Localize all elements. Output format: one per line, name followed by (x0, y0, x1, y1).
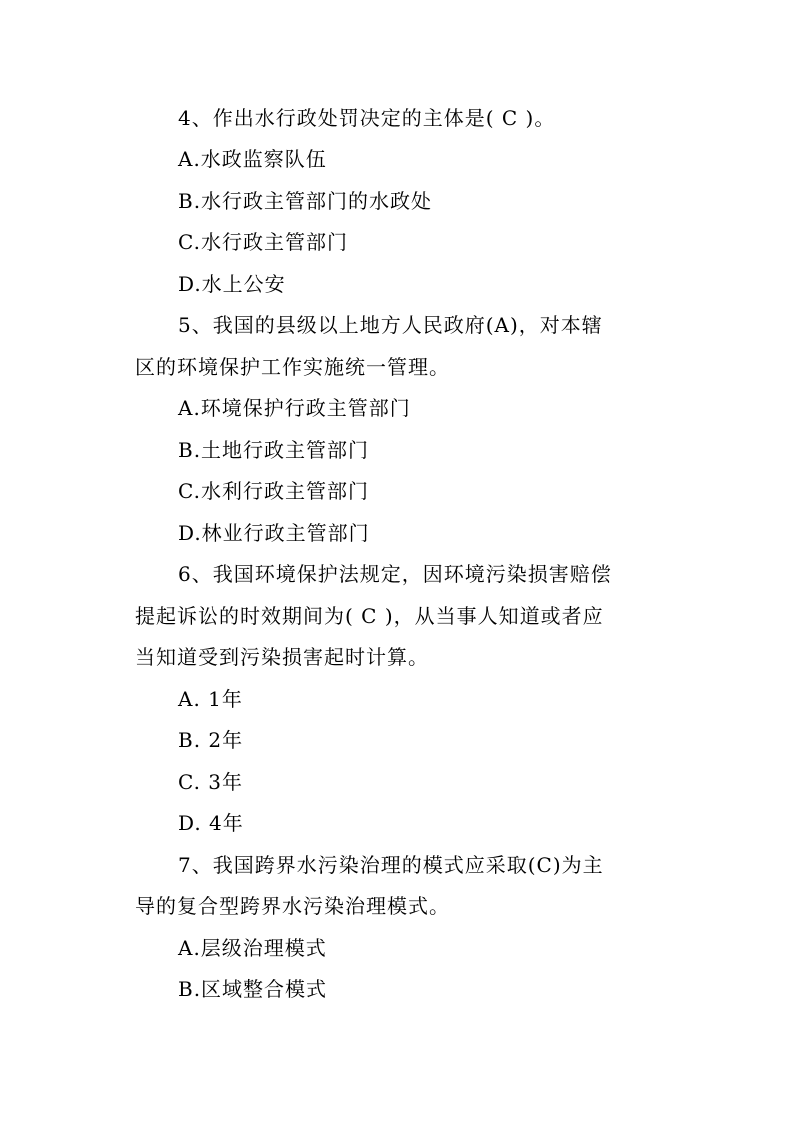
question-6-option-c: C. 3年 (178, 770, 244, 794)
question-5-stem-line-2: 区的环境保护工作实施统一管理。 (135, 355, 450, 379)
question-5-option-d: D.林业行政主管部门 (178, 521, 370, 545)
question-4-option-a: A.水政监察队伍 (178, 147, 327, 171)
question-4-option-d: D.水上公安 (178, 272, 286, 296)
question-4-option-c: C.水行政主管部门 (178, 230, 348, 254)
question-5-option-a: A.环境保护行政主管部门 (178, 396, 411, 420)
question-6-stem-line-1: 6、我国环境保护法规定，因环境污染损害赔偿 (178, 562, 612, 586)
question-6-stem-line-3: 当知道受到污染损害起时计算。 (135, 645, 429, 669)
question-6-stem-line-2: 提起诉讼的时效期间为( C )，从当事人知道或者应 (135, 604, 604, 628)
question-7-option-b: B.区域整合模式 (178, 977, 328, 1001)
question-7-option-a: A.层级治理模式 (178, 936, 327, 960)
question-4-stem: 4、作出水行政处罚决定的主体是( C )。 (178, 106, 556, 130)
question-4-option-b: B.水行政主管部门的水政处 (178, 189, 433, 213)
question-7-stem-line-1: 7、我国跨界水污染治理的模式应采取(C)为主 (178, 853, 604, 877)
question-5-stem-line-1: 5、我国的县级以上地方人民政府(A)，对本辖 (178, 313, 603, 337)
question-6-option-b: B. 2年 (178, 728, 244, 752)
question-6-option-a: A. 1年 (178, 687, 243, 711)
question-5-option-c: C.水利行政主管部门 (178, 479, 369, 503)
question-5-option-b: B.土地行政主管部门 (178, 438, 370, 462)
question-7-stem-line-2: 导的复合型跨界水污染治理模式。 (135, 894, 450, 918)
question-6-option-d: D. 4年 (178, 811, 244, 835)
